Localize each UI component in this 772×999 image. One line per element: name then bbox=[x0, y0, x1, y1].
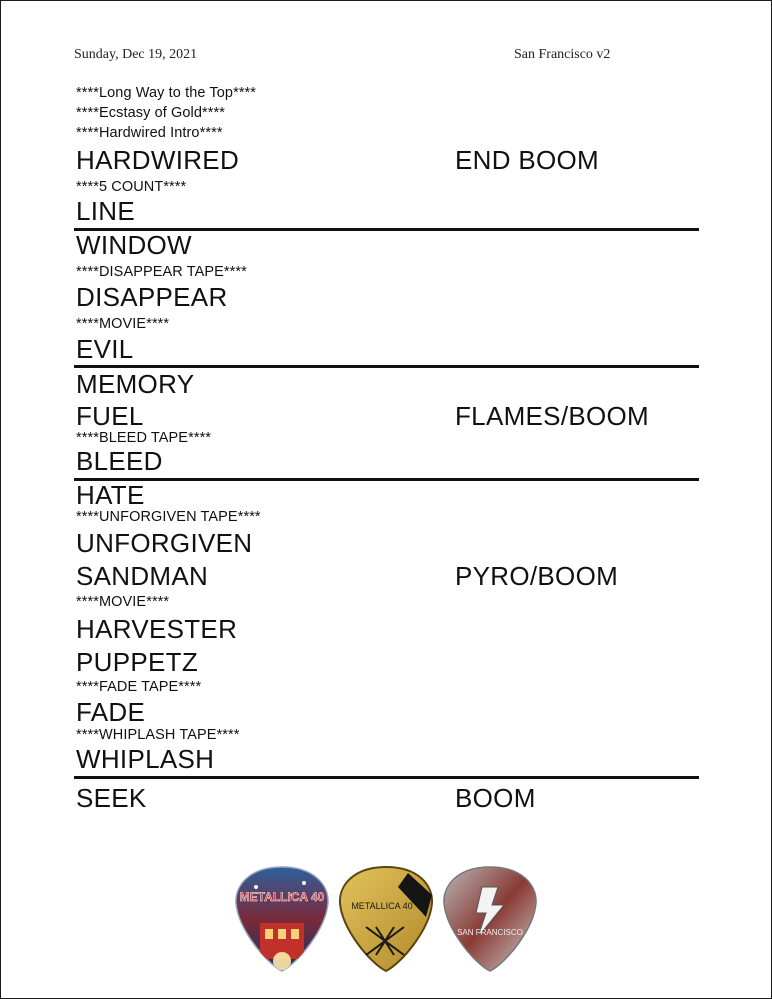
song-title: EVIL bbox=[76, 334, 134, 364]
tape-cue: ****5 COUNT**** bbox=[76, 179, 187, 195]
tape-cue: ****MOVIE**** bbox=[76, 594, 170, 610]
song-title: UNFORGIVEN bbox=[76, 528, 253, 558]
song-title: DISAPPEAR bbox=[76, 282, 228, 312]
song-title: PUPPETZ bbox=[76, 647, 199, 677]
tape-cue: ****WHIPLASH TAPE**** bbox=[76, 727, 240, 743]
song-title: BLEED bbox=[76, 446, 163, 476]
song-title: SEEK bbox=[76, 783, 147, 813]
tape-cue: ****DISAPPEAR TAPE**** bbox=[76, 264, 247, 280]
song-title: LINE bbox=[76, 196, 136, 226]
tape-cue: ****UNFORGIVEN TAPE**** bbox=[76, 509, 261, 525]
guitar-pick-middle-image bbox=[338, 865, 434, 973]
tape-cue: ****BLEED TAPE**** bbox=[76, 430, 212, 446]
tape-cue: ****Long Way to the Top**** bbox=[76, 85, 257, 101]
pick-middle-text: METALLICA 40 bbox=[351, 901, 413, 911]
song-title: HATE bbox=[76, 480, 145, 510]
guitar-picks bbox=[234, 865, 544, 975]
effect-cue: PYRO/BOOM bbox=[455, 561, 619, 591]
song-title: FUEL bbox=[76, 401, 144, 431]
effect-cue: END BOOM bbox=[455, 145, 599, 175]
song-title: SANDMAN bbox=[76, 561, 209, 591]
tape-cue: ****FADE TAPE**** bbox=[76, 679, 202, 695]
effect-cue: BOOM bbox=[455, 783, 536, 813]
venue-header: San Francisco v2 bbox=[514, 47, 611, 62]
effect-cue: FLAMES/BOOM bbox=[455, 401, 649, 431]
pick-right-text: SAN FRANCISCO bbox=[457, 928, 523, 937]
pick-left-text: METALLICA 40 bbox=[239, 890, 325, 904]
tape-cue: ****Hardwired Intro**** bbox=[76, 125, 223, 141]
tape-cue: ****MOVIE**** bbox=[76, 316, 170, 332]
section-divider bbox=[74, 478, 699, 481]
guitar-pick-left-image bbox=[234, 865, 330, 973]
guitar-pick-right-image bbox=[442, 865, 538, 973]
song-title: HARVESTER bbox=[76, 614, 238, 644]
section-divider bbox=[74, 776, 699, 779]
date-header: Sunday, Dec 19, 2021 bbox=[74, 47, 198, 62]
song-title: FADE bbox=[76, 697, 146, 727]
song-title: MEMORY bbox=[76, 369, 195, 399]
tape-cue: ****Ecstasy of Gold**** bbox=[76, 105, 225, 121]
song-title: HARDWIRED bbox=[76, 145, 240, 175]
section-divider bbox=[74, 365, 699, 368]
song-title: WHIPLASH bbox=[76, 744, 215, 774]
song-title: WINDOW bbox=[76, 230, 192, 260]
